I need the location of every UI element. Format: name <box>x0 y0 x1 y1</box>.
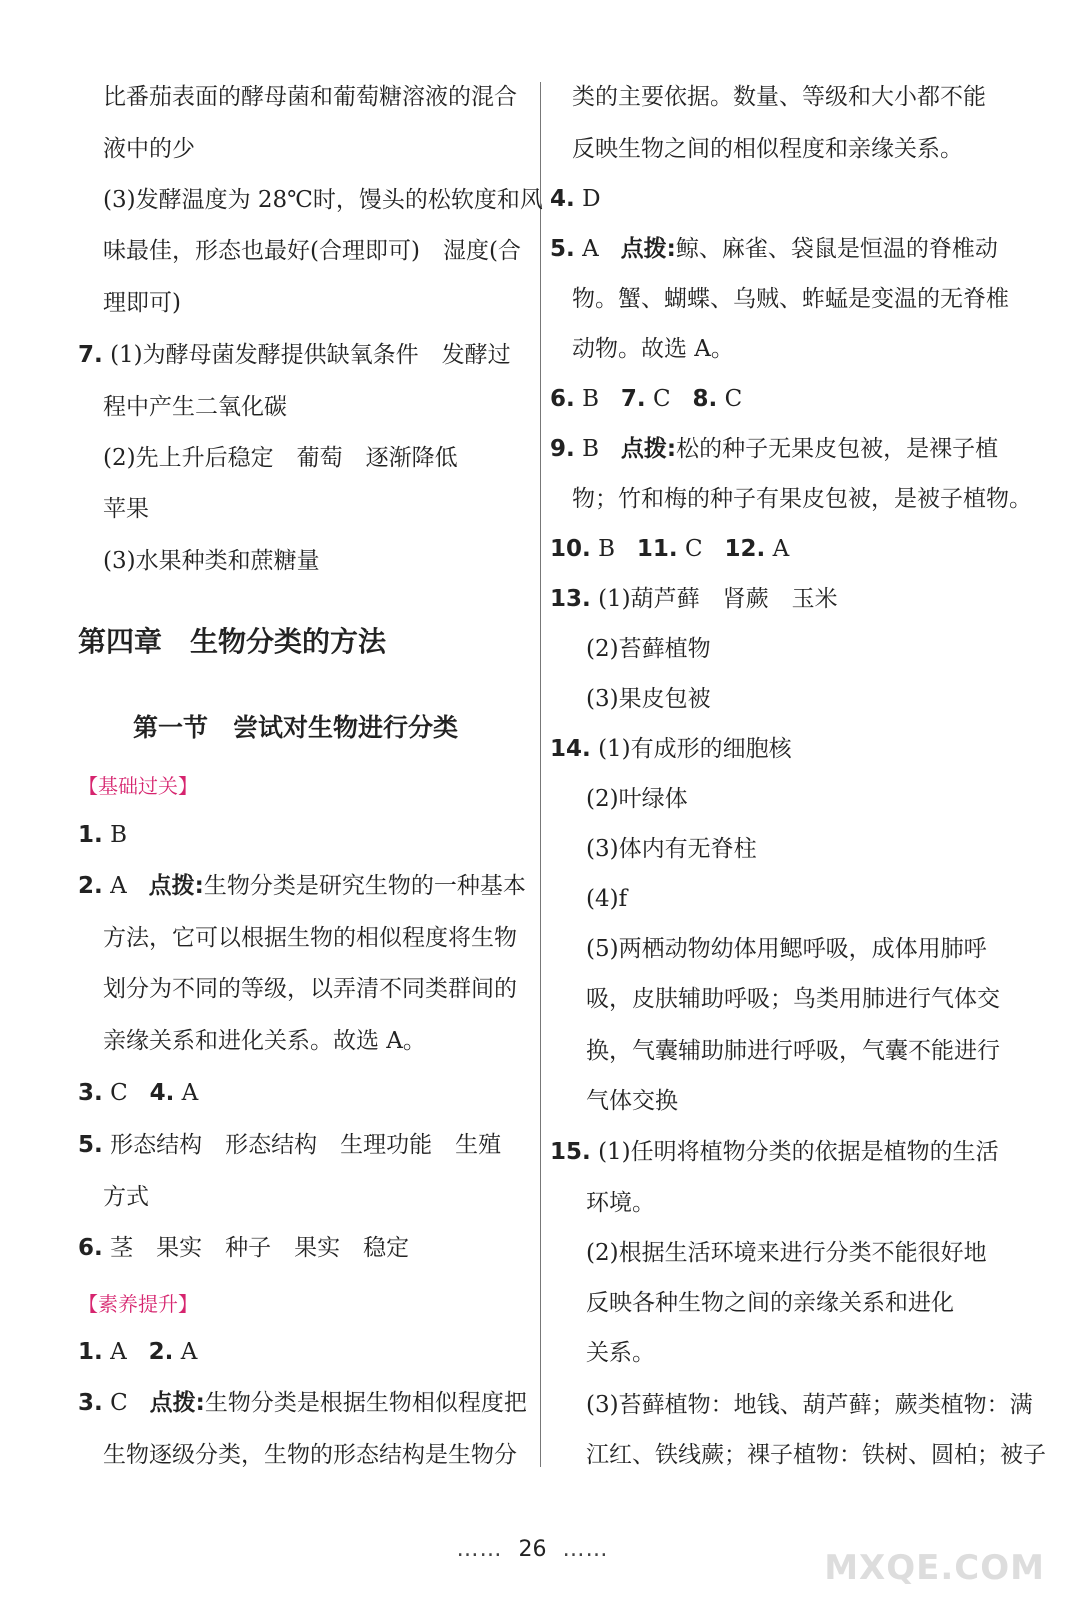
text-line: 划分为不同的等级，以弄清不同类群间的 <box>103 976 517 1002</box>
answer-6 <box>78 1233 409 1263</box>
question-number: 4. <box>550 186 575 212</box>
text-line: 液中的少 <box>103 136 195 162</box>
text-line: 理即可) <box>103 290 181 316</box>
answer-6-7-8 <box>550 384 742 414</box>
text-line: (2)先上升后稳定 葡萄 逐渐降低 <box>103 445 458 471</box>
answer-text: (1)有成形的细胞核 <box>598 736 792 762</box>
answer-text: A <box>110 1339 127 1365</box>
answer-text: A <box>772 536 790 562</box>
answer-text: C <box>724 386 743 412</box>
text-line: 苹果 <box>103 496 149 522</box>
text-line: (2)苔藓植物 <box>586 636 711 662</box>
answer-b1-b2 <box>78 1337 197 1367</box>
section-tag: 【基础过关】 <box>78 774 198 798</box>
text-line: 反映各种生物之间的亲缘关系和进化 <box>586 1290 954 1316</box>
answer-9 <box>550 434 998 464</box>
question-number: 14. <box>550 736 591 762</box>
question-7 <box>78 340 511 370</box>
question-number: 7. <box>620 386 646 412</box>
question-number: 1. <box>78 822 103 848</box>
footer-dots: …… <box>562 1537 609 1562</box>
answer-5 <box>78 1130 501 1160</box>
answer-text: B <box>598 536 615 562</box>
hint-label: 点拨: <box>148 873 204 899</box>
question-number: 6. <box>550 386 575 412</box>
question-number: 11. <box>636 536 678 562</box>
watermark: MXQE.COM <box>824 1548 1045 1588</box>
answer-5 <box>550 234 998 264</box>
text-line: 方式 <box>103 1184 149 1210</box>
question-number: 5. <box>78 1132 103 1158</box>
answer-10-11-12 <box>550 534 789 564</box>
text-line: 江红、铁线蕨；裸子植物：铁树、圆柏；被子 <box>586 1442 1046 1468</box>
answer-text: 生物分类是根据生物相似程度把 <box>204 1390 527 1416</box>
answer-text: B <box>582 386 599 412</box>
answer-text: A <box>181 1080 199 1106</box>
question-number: 2. <box>78 873 103 899</box>
text-line: (3)体内有无脊柱 <box>586 836 757 862</box>
answer-b3 <box>78 1388 527 1418</box>
text-line: (2)根据生活环境来进行分类不能很好地 <box>586 1240 987 1266</box>
answer-text: (1)任明将植物分类的依据是植物的生活 <box>598 1139 999 1165</box>
text-line: (2)叶绿体 <box>586 786 688 812</box>
text-line: 比番茄表面的酵母菌和葡萄糖溶液的混合 <box>103 84 517 110</box>
text-line: (3)苔藓植物：地钱、葫芦藓；蕨类植物：满 <box>586 1392 1033 1418</box>
text-line: 动物。故选 A。 <box>572 336 734 362</box>
text-line: 味最佳，形态也最好(合理即可) 湿度(合 <box>103 238 521 264</box>
answer-text: C <box>652 386 671 412</box>
question-number: 3. <box>78 1390 103 1416</box>
text-line: 换，气囊辅助肺进行呼吸，气囊不能进行 <box>586 1038 1000 1064</box>
question-number: 12. <box>724 536 766 562</box>
answer-1 <box>78 820 127 850</box>
text-line: 吸，皮肤辅助呼吸；鸟类用肺进行气体交 <box>586 986 1000 1012</box>
answer-3-4 <box>78 1078 198 1108</box>
answer-choice: B <box>582 436 599 462</box>
text-line: (3)果皮包被 <box>586 686 711 712</box>
text-line: (4)f <box>586 886 628 912</box>
question-number: 1. <box>78 1339 103 1365</box>
text-line: 关系。 <box>586 1340 655 1366</box>
question-number: 10. <box>550 536 591 562</box>
answer-text: C <box>110 1080 128 1106</box>
answer-text: 松的种子无果皮包被，是裸子植 <box>676 436 999 462</box>
answer-choice: C <box>110 1390 128 1416</box>
text-line: 环境。 <box>586 1190 655 1216</box>
question-number: 4. <box>149 1080 175 1106</box>
question-number: 2. <box>148 1339 174 1365</box>
chapter-title: 第四章 生物分类的方法 <box>78 625 387 658</box>
answer-text: 茎 果实 种子 果实 稳定 <box>110 1235 410 1261</box>
text-line: 亲缘关系和进化关系。故选 A。 <box>103 1028 426 1054</box>
hint-label: 点拨: <box>620 236 676 262</box>
text-line: 类的主要依据。数量、等级和大小都不能 <box>572 84 986 110</box>
text-line: 物；竹和梅的种子有果皮包被，是被子植物。 <box>572 486 1032 512</box>
question-number: 15. <box>550 1139 591 1165</box>
answer-15 <box>550 1137 999 1167</box>
answer-14 <box>550 734 792 764</box>
question-number: 9. <box>550 436 575 462</box>
text-line: (5)两栖动物幼体用鳃呼吸，成体用肺呼 <box>586 936 987 962</box>
answer-13 <box>550 584 838 614</box>
text-line: (3)发酵温度为 28℃时，馒头的松软度和风 <box>103 187 543 213</box>
footer-dots: …… <box>456 1537 503 1562</box>
answer-text: D <box>582 186 601 212</box>
answer-4 <box>550 184 601 214</box>
answer-2 <box>78 871 526 901</box>
hint-label: 点拨: <box>149 1390 205 1416</box>
section-title: 第一节 尝试对生物进行分类 <box>133 713 459 742</box>
text-line: 生物逐级分类，生物的形态结构是生物分 <box>103 1442 517 1468</box>
answer-choice: A <box>582 236 599 262</box>
text-line: 气体交换 <box>586 1088 678 1114</box>
answer-text: B <box>110 822 127 848</box>
question-number: 8. <box>692 386 718 412</box>
text-line: 反映生物之间的相似程度和亲缘关系。 <box>572 136 963 162</box>
text-line: 方法，它可以根据生物的相似程度将生物 <box>103 925 517 951</box>
text-line: 物。蟹、蝴蝶、乌贼、蚱蜢是变温的无脊椎 <box>572 286 1009 312</box>
column-divider <box>540 82 541 1467</box>
answer-text: (1)为酵母菌发酵提供缺氧条件 发酵过 <box>110 342 511 368</box>
text-line: (3)水果种类和蔗糖量 <box>103 548 320 574</box>
answer-text: C <box>684 536 703 562</box>
section-tag: 【素养提升】 <box>78 1292 198 1316</box>
text-line: 程中产生二氧化碳 <box>103 394 287 420</box>
question-number: 7. <box>78 342 103 368</box>
answer-text: 鲸、麻雀、袋鼠是恒温的脊椎动 <box>675 236 998 262</box>
question-number: 6. <box>78 1235 103 1261</box>
answer-text: 形态结构 形态结构 生理功能 生殖 <box>110 1132 502 1158</box>
answer-text: 生物分类是研究生物的一种基本 <box>203 873 526 899</box>
question-number: 5. <box>550 236 575 262</box>
answer-text: (1)葫芦藓 肾蕨 玉米 <box>598 586 838 612</box>
answer-text: A <box>180 1339 198 1365</box>
question-number: 13. <box>550 586 591 612</box>
hint-label: 点拨: <box>620 436 677 462</box>
page-number: 26 <box>518 1537 547 1562</box>
question-number: 3. <box>78 1080 103 1106</box>
answer-choice: A <box>110 873 127 899</box>
